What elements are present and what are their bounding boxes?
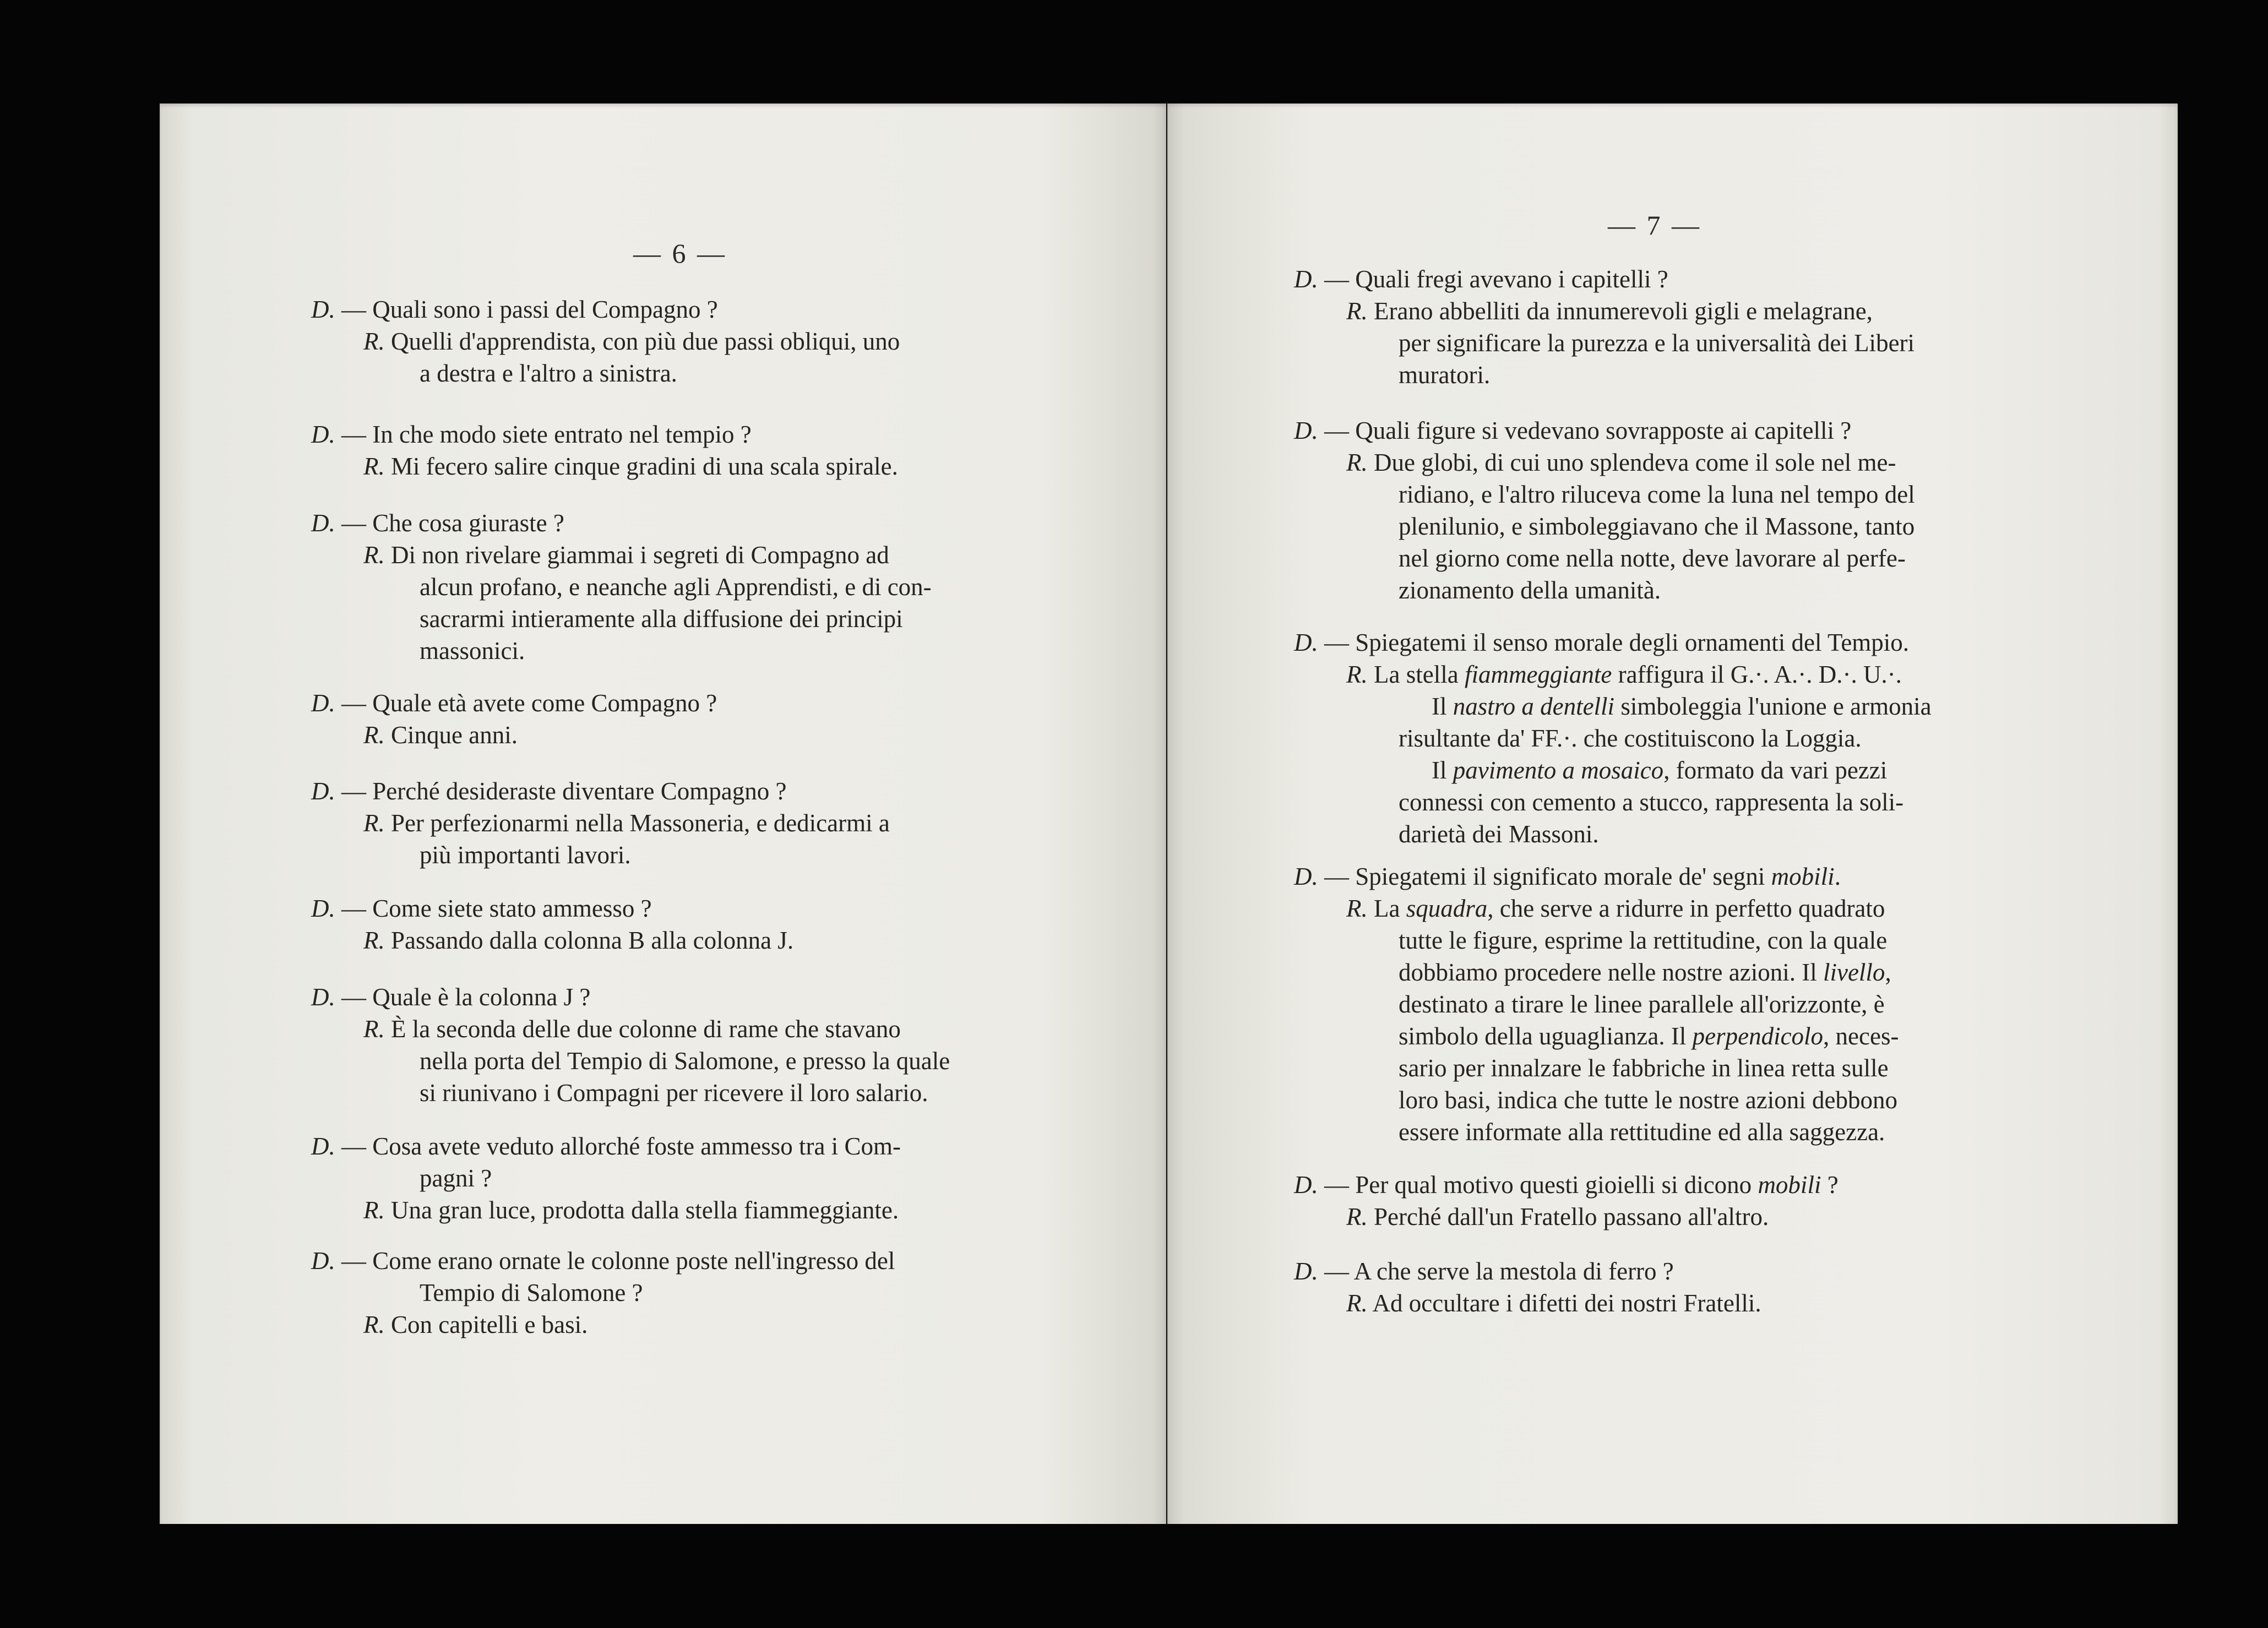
question-text: — Quali sono i passi del Compagno ? <box>341 296 718 323</box>
question-label: D. <box>1294 417 1318 444</box>
answer-line: Con capitelli e basi. <box>391 1311 588 1338</box>
answer-line: loro basi, indica che tutte le nostre azioni debbono <box>1399 1086 1897 1114</box>
answer-line: nella porta del Tempio di Salomone, e presso la quale <box>420 1047 950 1075</box>
question-label: D. <box>311 1132 335 1160</box>
answer-label: R. <box>363 1196 385 1224</box>
question-text: Tempio di Salomone ? <box>420 1279 643 1306</box>
answer-label: R. <box>363 328 385 355</box>
answer-line: più importanti lavori. <box>420 841 631 869</box>
answer-line: essere informate alla rettitudine ed alla saggezza. <box>1399 1118 1885 1146</box>
answer-line: simbolo della uguaglianza. Il perpendicolo, neces- <box>1399 1022 1899 1050</box>
question-text: pagni ? <box>420 1164 492 1192</box>
question-label: D. <box>311 689 335 717</box>
question-label: D. <box>311 983 335 1011</box>
answer-label: R. <box>1346 895 1368 922</box>
answer-line: Passando dalla colonna B alla colonna J. <box>391 927 794 954</box>
answer-line: Cinque anni. <box>391 721 518 749</box>
answer-line: Erano abbelliti da innumerevoli gigli e melagrane, <box>1374 297 1873 325</box>
question-text: — Perché desideraste diventare Compagno ? <box>341 777 787 805</box>
question-label: D. <box>1294 863 1318 890</box>
question-label: D. <box>1294 1257 1318 1285</box>
answer-line: Una gran luce, prodotta dalla stella fiammeggiante. <box>391 1196 899 1224</box>
answer-line: connessi con cemento a stucco, rappresenta la soli- <box>1399 788 1904 816</box>
answer-line: tutte le figure, esprime la rettitudine, con la quale <box>1399 927 1888 954</box>
question-text: — Per qual motivo questi gioielli si dicono mobili ? <box>1324 1171 1839 1199</box>
question-label: D. <box>311 296 335 323</box>
answer-line: Perché dall'un Fratello passano all'altro. <box>1374 1203 1769 1230</box>
answer-label: R. <box>363 541 385 569</box>
answer-line: per significare la purezza e la universalità dei Liberi <box>1399 329 1915 357</box>
answer-line: È la seconda delle due colonne di rame che stavano <box>391 1015 901 1043</box>
answer-label: R. <box>363 809 385 837</box>
question-label: D. <box>311 509 335 537</box>
answer-line: alcun profano, e neanche agli Apprendisti, e di con- <box>420 573 932 601</box>
answer-line: Ad occultare i difetti dei nostri Fratelli. <box>1372 1289 1761 1317</box>
question-text: — Spiegatemi il significato morale de' segni mobili. <box>1324 863 1841 890</box>
answer-label: R. <box>363 1311 385 1338</box>
answer-line: Di non rivelare giammai i segreti di Compagno ad <box>391 541 889 569</box>
question-label: D. <box>1294 629 1318 656</box>
question-text: — Come erano ornate le colonne poste nell'ingresso del <box>341 1247 895 1275</box>
answer-line: zionamento della umanità. <box>1399 576 1661 604</box>
answer-line: Per perfezionarmi nella Massoneria, e dedicarmi a <box>391 809 890 837</box>
answer-line: Mi fecero salire cinque gradini di una scala spirale. <box>391 453 898 480</box>
answer-label: R. <box>1346 297 1368 325</box>
question-text: — In che modo siete entrato nel tempio ? <box>341 421 752 448</box>
answer-label: R. <box>1346 661 1368 688</box>
answer-label: R. <box>363 1015 385 1043</box>
answer-label: R. <box>1346 449 1368 476</box>
answer-label: R. <box>1346 1203 1368 1230</box>
answer-line: Il nastro a dentelli simboleggia l'unione e armonia <box>1432 693 1932 720</box>
answer-line: sario per innalzare le fabbriche in linea retta sulle <box>1399 1054 1889 1082</box>
question-label: D. <box>311 895 335 922</box>
answer-line: dobbiamo procedere nelle nostre azioni. Il livello, <box>1399 959 1891 986</box>
answer-line: massonici. <box>420 637 525 665</box>
answer-line: nel giorno come nella notte, deve lavorare al perfe- <box>1399 545 1906 572</box>
answer-line: ridiano, e l'altro riluceva come la luna nel tempo del <box>1399 481 1915 508</box>
answer-line: plenilunio, e simboleggiavano che il Massone, tanto <box>1399 513 1915 540</box>
question-text: — Cosa avete veduto allorché foste ammesso tra i Com- <box>341 1132 901 1160</box>
question-label: D. <box>1294 1171 1318 1199</box>
question-text: — Che cosa giuraste ? <box>341 509 564 537</box>
question-label: D. <box>311 421 335 448</box>
answer-label: R. <box>363 721 385 749</box>
answer-line: darietà dei Massoni. <box>1399 820 1599 848</box>
answer-line: a destra e l'altro a sinistra. <box>420 360 677 387</box>
answer-line: si riunivano i Compagni per ricevere il loro salario. <box>420 1079 928 1107</box>
answer-line: Il pavimento a mosaico, formato da vari pezzi <box>1432 756 1888 784</box>
question-label: D. <box>1294 265 1318 293</box>
question-text: — A che serve la mestola di ferro ? <box>1324 1257 1674 1285</box>
question-text: — Quale è la colonna J ? <box>341 983 591 1011</box>
page-number: — 6 — <box>633 238 727 269</box>
question-text: — Quale età avete come Compagno ? <box>341 689 717 717</box>
answer-line: destinato a tirare le linee parallele all'orizzonte, è <box>1399 990 1885 1018</box>
answer-line: Due globi, di cui uno splendeva come il sole nel me- <box>1374 449 1896 476</box>
question-text: — Spiegatemi il senso morale degli ornamenti del Tempio. <box>1324 629 1910 656</box>
answer-label: R. <box>363 927 385 954</box>
question-text: — Come siete stato ammesso ? <box>341 895 652 922</box>
answer-line: sacrarmi intieramente alla diffusione dei principi <box>420 605 903 633</box>
answer-label: R. <box>1346 1289 1368 1317</box>
left-page <box>160 104 1166 1524</box>
question-text: — Quali figure si vedevano sovrapposte ai capitelli ? <box>1324 417 1852 444</box>
page-number: — 7 — <box>1608 210 1701 241</box>
answer-line: La squadra, che serve a ridurre in perfetto quadrato <box>1374 895 1885 922</box>
answer-line: Quelli d'apprendista, con più due passi obliqui, uno <box>391 328 900 355</box>
answer-line: muratori. <box>1399 361 1491 389</box>
answer-line: La stella fiammeggiante raffigura il G.·. A.·. D.·. U.·. <box>1374 661 1902 688</box>
question-text: — Quali fregi avevano i capitelli ? <box>1324 265 1668 293</box>
question-label: D. <box>311 1247 335 1275</box>
booklet-spread <box>160 104 2178 1524</box>
question-label: D. <box>311 777 335 805</box>
answer-line: risultante da' FF.·. che costituiscono la Loggia. <box>1399 725 1862 752</box>
right-page <box>1167 104 2178 1524</box>
answer-label: R. <box>363 453 385 480</box>
